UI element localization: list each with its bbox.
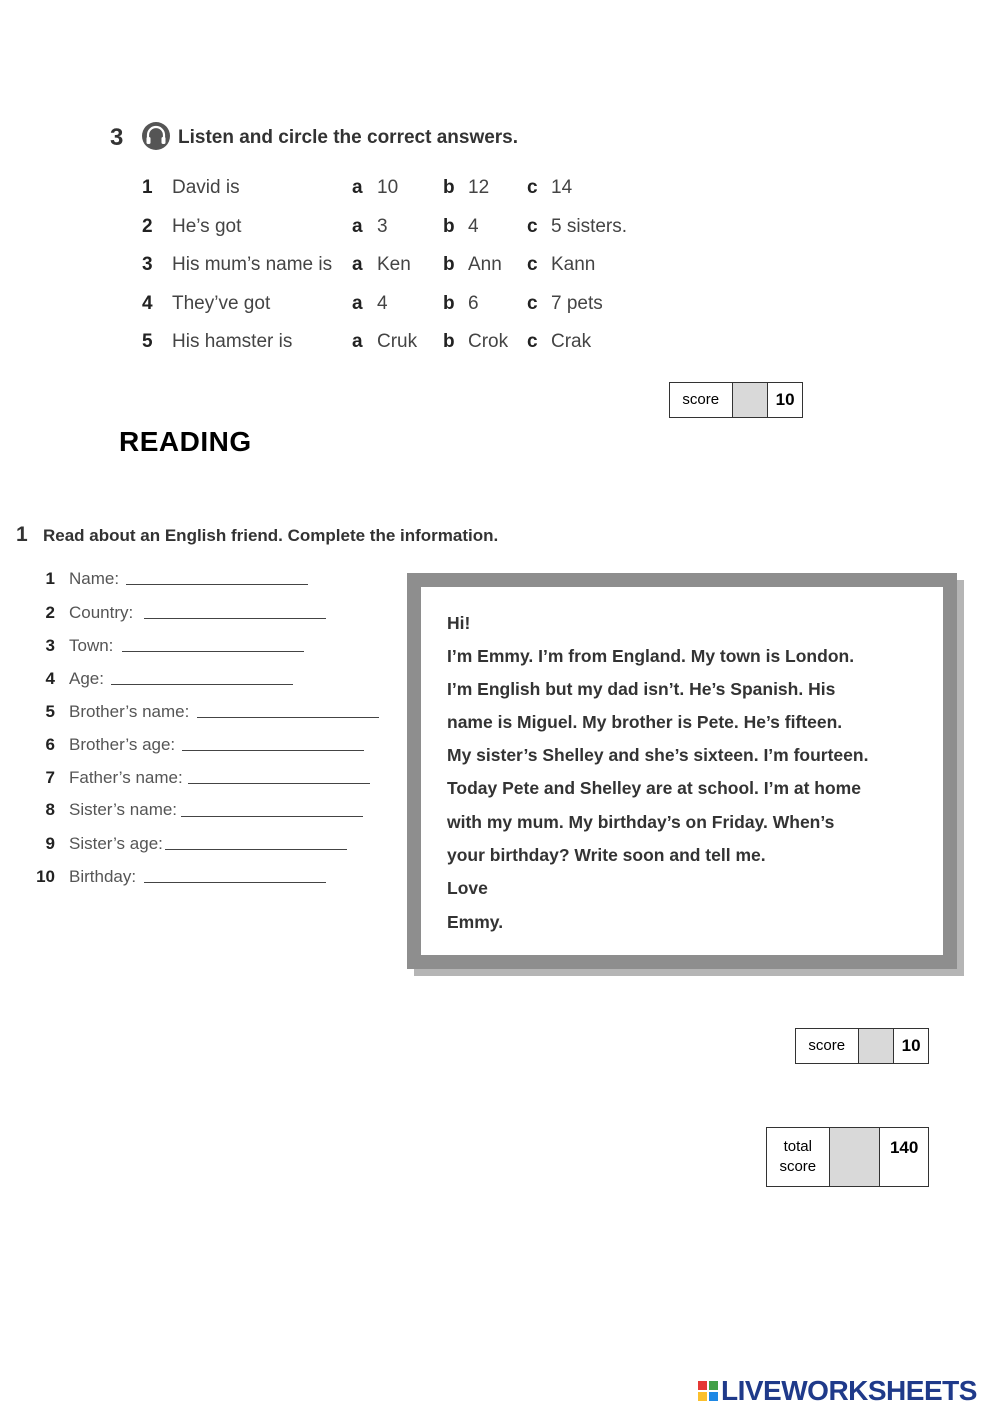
field-label: Name:	[69, 569, 120, 588]
option-c-letter[interactable]: c	[527, 177, 538, 198]
letter-line: Love	[447, 878, 488, 898]
info-field-sisters-age	[33, 834, 383, 860]
logo-square-red	[698, 1381, 707, 1390]
answer-line[interactable]	[111, 684, 293, 685]
total-score-label-line1: total	[783, 1138, 812, 1155]
option-b-letter[interactable]: b	[443, 254, 455, 275]
total-score-input[interactable]	[830, 1128, 881, 1186]
question-number: 1	[142, 177, 153, 198]
reading-exercise-number: 1	[16, 523, 28, 546]
option-c-letter[interactable]: c	[527, 331, 538, 352]
option-b-text[interactable]: Crok	[468, 331, 509, 352]
letter-line: your birthday? Write soon and tell me.	[447, 845, 766, 865]
field-number: 8	[45, 800, 55, 819]
total-score-max: 140	[889, 1138, 919, 1157]
score-max: 10	[901, 1036, 921, 1055]
info-field-country	[33, 603, 383, 629]
option-a-text[interactable]: Ken	[377, 254, 411, 275]
option-b-letter[interactable]: b	[443, 331, 455, 352]
field-label: Father’s name:	[69, 768, 183, 787]
field-number: 4	[45, 669, 55, 688]
letter-line: I’m Emmy. I’m from England. My town is London.	[447, 646, 855, 666]
field-number: 9	[45, 834, 55, 853]
option-a-text[interactable]: 4	[377, 293, 388, 314]
option-a-text[interactable]: 10	[377, 177, 399, 198]
field-label: Sister’s age:	[69, 834, 163, 853]
option-c-text[interactable]: 5 sisters.	[551, 216, 628, 237]
question-text: They’ve got	[172, 293, 271, 314]
option-c-letter[interactable]: c	[527, 254, 538, 275]
field-label: Town:	[69, 636, 114, 655]
question-number: 4	[142, 293, 153, 314]
score-max: 10	[775, 390, 795, 409]
score-input[interactable]	[733, 383, 769, 417]
total-score-box	[766, 1127, 929, 1187]
listening-exercise-number: 3	[110, 124, 124, 151]
question-number: 3	[142, 254, 153, 275]
field-label: Birthday:	[69, 867, 137, 886]
letter-line: with my mum. My birthday’s on Friday. When’s	[447, 812, 835, 832]
answer-line[interactable]	[122, 651, 304, 652]
option-a-text[interactable]: Cruk	[377, 331, 418, 352]
option-b-text[interactable]: 12	[468, 177, 490, 198]
option-c-letter[interactable]: c	[527, 293, 538, 314]
score-label: score	[670, 383, 733, 417]
field-number: 2	[45, 603, 55, 622]
option-a-letter[interactable]: a	[352, 293, 363, 314]
answer-line[interactable]	[182, 750, 364, 751]
listening-score-box	[669, 382, 803, 418]
headphones-icon	[141, 121, 171, 151]
field-number: 7	[45, 768, 55, 787]
option-b-text[interactable]: 4	[468, 216, 479, 237]
answer-line[interactable]	[144, 618, 326, 619]
info-field-brothers-age	[33, 735, 383, 761]
info-field-name	[33, 569, 383, 595]
score-label: score	[796, 1029, 859, 1063]
field-number: 5	[45, 702, 55, 721]
reading-heading: READING	[119, 426, 252, 457]
field-label: Age:	[69, 669, 104, 688]
info-field-fathers-name	[33, 768, 383, 794]
answer-line[interactable]	[165, 849, 347, 850]
option-a-text[interactable]: 3	[377, 216, 388, 237]
option-a-letter[interactable]: a	[352, 254, 363, 275]
option-a-letter[interactable]: a	[352, 331, 363, 352]
field-label: Brother’s age:	[69, 735, 176, 754]
option-c-letter[interactable]: c	[527, 216, 538, 237]
info-field-age	[33, 669, 383, 695]
letter-line: name is Miguel. My brother is Pete. He’s fifteen.	[447, 712, 843, 732]
answer-line[interactable]	[181, 816, 363, 817]
logo-square-yellow	[698, 1392, 707, 1401]
option-c-text[interactable]: Kann	[551, 254, 596, 275]
answer-line[interactable]	[197, 717, 379, 718]
option-b-letter[interactable]: b	[443, 293, 455, 314]
field-label: Brother’s name:	[69, 702, 190, 721]
question-text: His mum’s name is	[172, 254, 333, 275]
field-number: 6	[45, 735, 55, 754]
reading-score-box	[795, 1028, 929, 1064]
question-number: 5	[142, 331, 153, 352]
total-score-label	[767, 1128, 830, 1186]
info-field-town	[33, 636, 383, 662]
field-number: 3	[45, 636, 55, 655]
letter-line: Today Pete and Shelley are at school. I’m at home	[447, 778, 861, 798]
logo-text: LIVEWORKSHEETS	[721, 1375, 977, 1406]
option-c-text[interactable]: 7 pets	[551, 293, 603, 314]
option-b-letter[interactable]: b	[443, 177, 455, 198]
field-number: 1	[45, 569, 55, 588]
letter-card	[421, 587, 943, 955]
letter-line: Emmy.	[447, 912, 504, 932]
info-field-birthday	[33, 867, 383, 893]
letter-line: I’m English but my dad isn’t. He’s Spanish. His	[447, 679, 836, 699]
option-a-letter[interactable]: a	[352, 216, 363, 237]
question-text: He’s got	[172, 216, 242, 237]
logo-square-blue	[709, 1392, 718, 1401]
total-score-label-line2: score	[779, 1158, 817, 1175]
letter-line: My sister’s Shelley and she’s sixteen. I’m fourteen.	[447, 745, 869, 765]
option-b-letter[interactable]: b	[443, 216, 455, 237]
answer-line[interactable]	[126, 584, 308, 585]
answer-line[interactable]	[144, 882, 326, 883]
question-text: His hamster is	[172, 331, 293, 352]
field-number: 10	[36, 867, 55, 886]
field-label: Country:	[69, 603, 134, 622]
answer-line[interactable]	[188, 783, 370, 784]
field-label: Sister’s name:	[69, 800, 178, 819]
listening-instruction: Listen and circle the correct answers.	[178, 127, 519, 148]
option-b-text[interactable]: 6	[468, 293, 479, 314]
info-field-sisters-name	[33, 800, 383, 826]
score-input[interactable]	[859, 1029, 895, 1063]
question-number: 2	[142, 216, 153, 237]
option-a-letter[interactable]: a	[352, 177, 363, 198]
logo-square-green	[709, 1381, 718, 1390]
info-field-brothers-name	[33, 702, 383, 728]
option-c-text[interactable]: 14	[551, 177, 573, 198]
letter-line: Hi!	[447, 613, 471, 633]
option-c-text[interactable]: Crak	[551, 331, 592, 352]
option-b-text[interactable]: Ann	[468, 254, 502, 275]
question-text: David is	[172, 177, 240, 198]
reading-instruction: Read about an English friend. Complete the information.	[43, 526, 499, 545]
